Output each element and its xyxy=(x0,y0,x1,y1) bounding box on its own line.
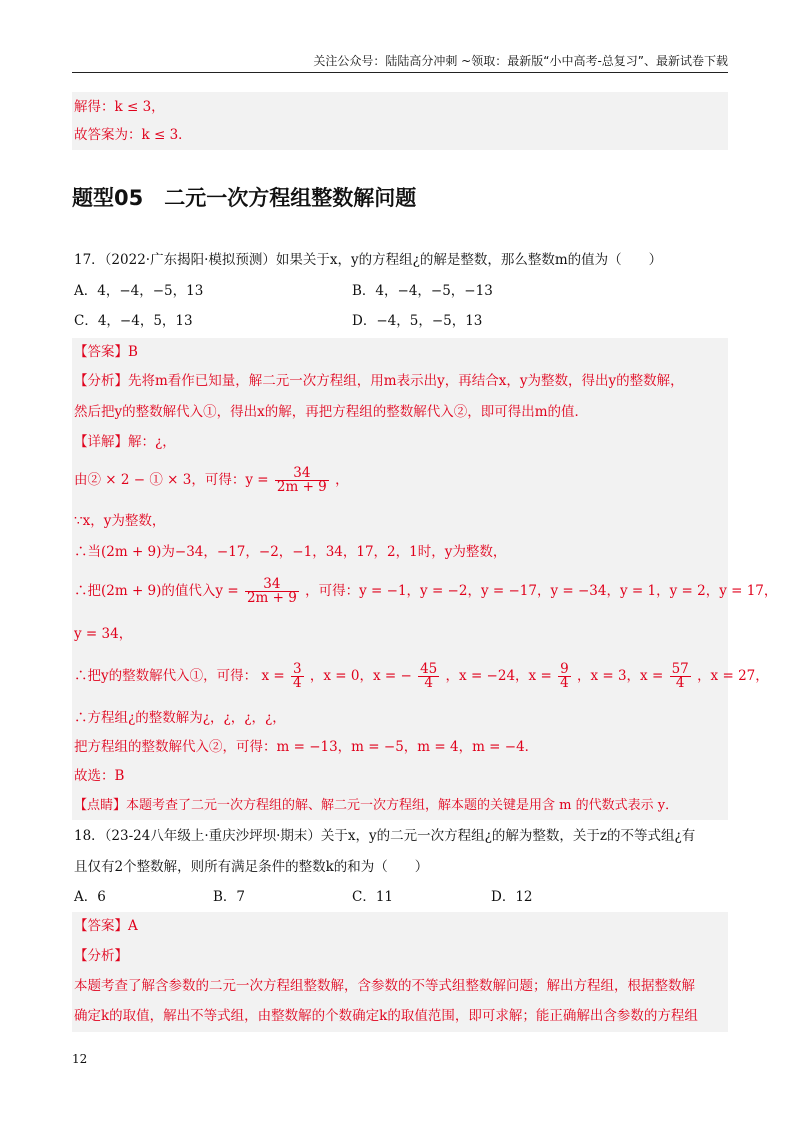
step-5-mid-1: ，x = 0，x = − xyxy=(309,668,412,684)
q17-analysis-1: 【分析】先将m看作已知量，解二元一次方程组，用m表示出y，再结合x，y为整数，得出y的整数解， xyxy=(74,373,684,389)
q17-option-d: D．−4，5，−5，13 xyxy=(352,313,483,329)
fraction-denominator: 2m + 9 xyxy=(276,479,327,495)
fraction-numerator: 57 xyxy=(671,661,689,677)
q17-step-2: ∵x，y为整数， xyxy=(74,513,166,529)
q18-stem-2: 且仅有2个整数解，则所有满足条件的整数k的和为（ ） xyxy=(74,859,429,875)
fraction xyxy=(291,663,304,690)
step-1-text: 由② × 2 − ① × 3，可得：y = xyxy=(74,472,269,488)
q17-step-4-cont: y = 34， xyxy=(74,626,133,642)
fraction-numerator: 3 xyxy=(292,661,302,677)
step-1-suffix: ， xyxy=(335,472,349,488)
fraction xyxy=(558,663,571,690)
header-rule xyxy=(72,72,728,73)
q18-analysis-label: 【分析】 xyxy=(74,948,128,964)
q17-detail-label: 【详解】解：¿， xyxy=(74,434,176,450)
fraction xyxy=(418,663,439,690)
x-eq: x = xyxy=(261,668,285,684)
step-5-mid-2: ，x = −24，x = xyxy=(445,668,552,684)
fraction xyxy=(275,467,329,494)
q18-analysis-2: 确定k的取值，解出不等式组，由整数解的个数确定k的取值范围，即可求解；能正确解出含参数的方程组 xyxy=(74,1008,698,1024)
fraction-denominator: 4 xyxy=(675,675,685,691)
answer-line: 故答案为：k ≤ 3． xyxy=(74,127,192,143)
fraction-denominator: 4 xyxy=(292,675,302,691)
fraction-numerator: 34 xyxy=(245,578,299,592)
step-4-text: ∴把(2m + 9)的值代入y = xyxy=(74,583,239,599)
q18-option-b: B．7 xyxy=(213,889,246,905)
fraction-numerator: 45 xyxy=(420,661,438,677)
step-5-mid-3: ，x = 3，x = xyxy=(576,668,664,684)
step-4-suffix: ，可得：y = −1，y = −2，y = −17，y = −34，y = 1，y = 2，y = 17， xyxy=(305,583,778,599)
fraction-denominator: 4 xyxy=(560,675,569,691)
q17-step-3: ∴当(2m + 9)为−34，−17，−2，−1，34，17，2，1时，y为整数， xyxy=(74,544,507,560)
q17-option-a: A．4，−4，−5，13 xyxy=(74,283,204,299)
page-header: 关注公众号：陆陆高分冲刺 ~领取：最新版“小中高考-总复习”、最新试卷下载 xyxy=(313,54,728,68)
fraction-numerator: 9 xyxy=(560,661,569,677)
q18-option-a: A．6 xyxy=(74,889,106,905)
fraction-numerator: 34 xyxy=(275,467,329,481)
q17-comment: 【点睛】本题考查了二元一次方程组的解、解二元一次方程组，解本题的关键是用含 m 的代数式表示 y． xyxy=(74,798,679,813)
q17-answer: 【答案】B xyxy=(74,344,138,360)
q18-option-d: D．12 xyxy=(491,889,533,905)
fraction-denominator: 4 xyxy=(424,675,433,691)
fraction xyxy=(670,663,691,690)
q17-stem: 17．（2022·广东揭阳·模拟预测）如果关于x，y的方程组¿的解是整数，那么整数m的值为（ ） xyxy=(74,252,663,268)
section-title: 题型05 二元一次方程组整数解问题 xyxy=(72,186,417,210)
q18-option-c: C．11 xyxy=(352,889,394,905)
q18-stem-1: 18．（23-24八年级上·重庆沙坪坝·期末）关于x，y的二元一次方程组¿的解为整数，关于z的不等式组¿有 xyxy=(74,828,696,844)
fraction xyxy=(245,578,299,605)
q17-analysis-2: 然后把y的整数解代入①，得出x的解，再把方程组的整数解代入②，即可得出m的值． xyxy=(74,404,589,420)
q17-option-c: C．4，−4，5，13 xyxy=(74,313,193,329)
q17-choice: 故选：B xyxy=(74,768,125,784)
fraction-denominator: 2m + 9 xyxy=(246,590,297,606)
solution-line: 解得：k ≤ 3， xyxy=(74,99,165,115)
q17-option-b: B．4，−4，−5，−13 xyxy=(352,283,493,299)
page-number: 12 xyxy=(72,1052,88,1066)
q17-step-4 xyxy=(74,578,777,605)
q17-step-5 xyxy=(74,663,769,690)
q17-step-1 xyxy=(74,467,349,494)
q17-step-7: 把方程组的整数解代入②，可得：m = −13，m = −5，m = 4，m = −4． xyxy=(74,739,539,755)
step-5-end: ，x = 27， xyxy=(697,668,769,684)
step-5-text: ∴把y的整数解代入①，可得： xyxy=(74,668,258,684)
q18-analysis-1: 本题考查了解含参数的二元一次方程组整数解，含参数的不等式组整数解问题；解出方程组，根据整数解 xyxy=(74,978,695,994)
q17-step-6: ∴方程组¿的整数解为¿，¿，¿，¿， xyxy=(74,710,286,726)
q18-answer: 【答案】A xyxy=(74,918,138,934)
